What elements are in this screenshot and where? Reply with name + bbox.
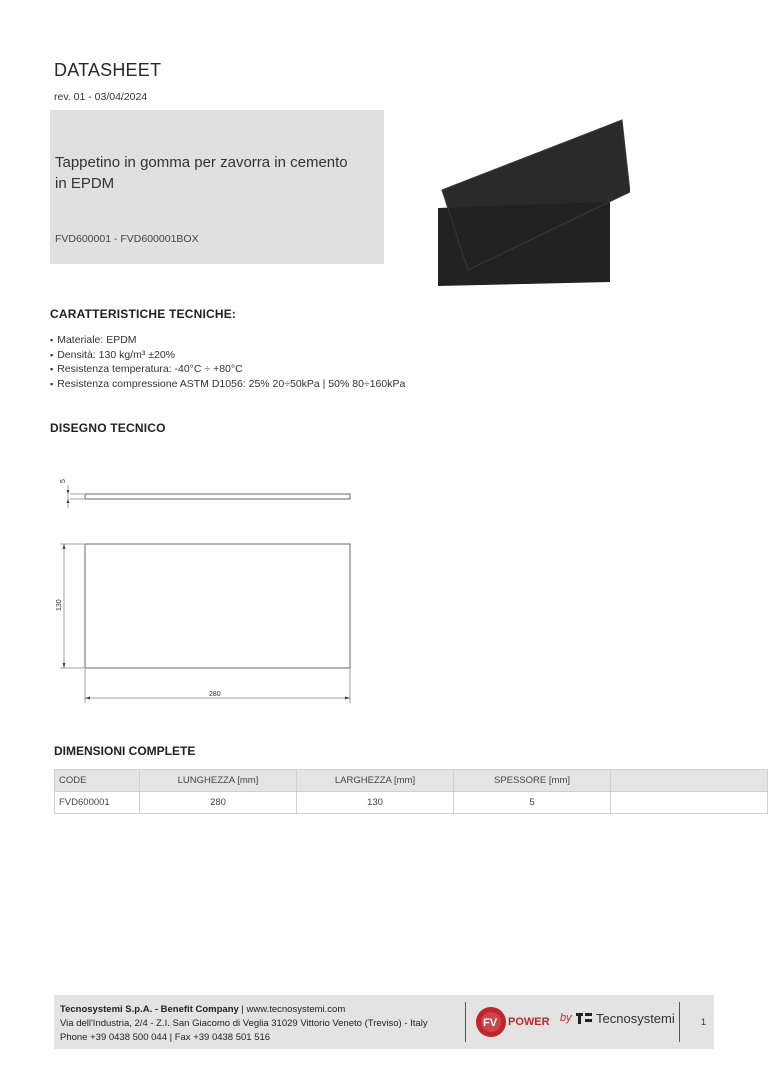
column-header-empty [611,770,768,792]
dimensions-heading: DIMENSIONI COMPLETE [54,744,196,758]
table-header-row [55,770,768,792]
thickness-label: 5 [60,479,67,483]
footer-contacts: Phone +39 0438 500 044 | Fax +39 0438 501 516 [60,1032,271,1043]
cell-length: 280 [140,792,297,814]
front-view [85,544,350,668]
spec-item: ▪ Resistenza temperatura: -40°C ÷ +80°C [50,362,405,377]
logo-by: by [560,1012,572,1024]
spec-item: ▪ Resistenza compressione ASTM D1056: 25% 20÷50kPa | 50% 80÷160kPa [50,377,405,392]
tecnosystemi-logo [576,1011,675,1030]
svg-text:POWER: POWER [508,1016,550,1028]
footer-company-line [60,1004,345,1015]
cell-code: FVD600001 [55,792,140,814]
footer-divider [465,1002,466,1042]
column-header-thickness: SPESSORE [mm] [454,770,611,792]
page-number: 1 [701,1017,707,1027]
footer-address: Via dell'Industria, 2/4 - Z.I. San Giacomo di Veglia 31029 Vittorio Veneto (Treviso) - Italy [60,1018,428,1029]
document-title: DATASHEET [54,60,162,80]
column-header-length: LUNGHEZZA [mm] [140,770,297,792]
page-footer [54,995,714,1049]
revision-date: rev. 01 - 03/04/2024 [54,91,148,103]
tecnosystemi-wordmark: Tecnosystemi [596,1011,675,1026]
length-label: 280 [209,691,221,698]
column-header-width: LARGHEZZA [mm] [297,770,454,792]
cell-thickness: 5 [454,792,611,814]
technical-drawing [50,465,370,705]
footer-website[interactable]: | www.tecnosystemi.com [238,1004,346,1015]
tecnosystemi-mark-icon [576,1011,592,1025]
cell-empty [611,792,768,814]
specs-heading: CARATTERISTICHE TECNICHE: [50,307,237,321]
footer-divider [679,1002,680,1042]
cell-width: 130 [297,792,454,814]
product-name: Tappetino in gomma per zavorra in cemento in EPDM [55,154,348,192]
dimensions-table [54,769,768,814]
product-codes: FVD600001 - FVD600001BOX [55,233,199,245]
fv-power-logo [476,1005,560,1039]
column-header-code: CODE [55,770,140,792]
drawing-heading: DISEGNO TECNICO [50,421,166,435]
svg-text:FV: FV [483,1017,498,1029]
specs-list [50,333,405,391]
product-header-panel [50,110,384,264]
spec-item: ▪ Densità: 130 kg/m³ ±20% [50,348,405,363]
table-row [55,792,768,814]
product-photo [430,110,630,295]
footer-company: Tecnosystemi S.p.A. - Benefit Company [60,1004,239,1015]
side-view [85,494,350,499]
height-label: 130 [56,599,63,611]
spec-item: ▪ Materiale: EPDM [50,333,405,348]
